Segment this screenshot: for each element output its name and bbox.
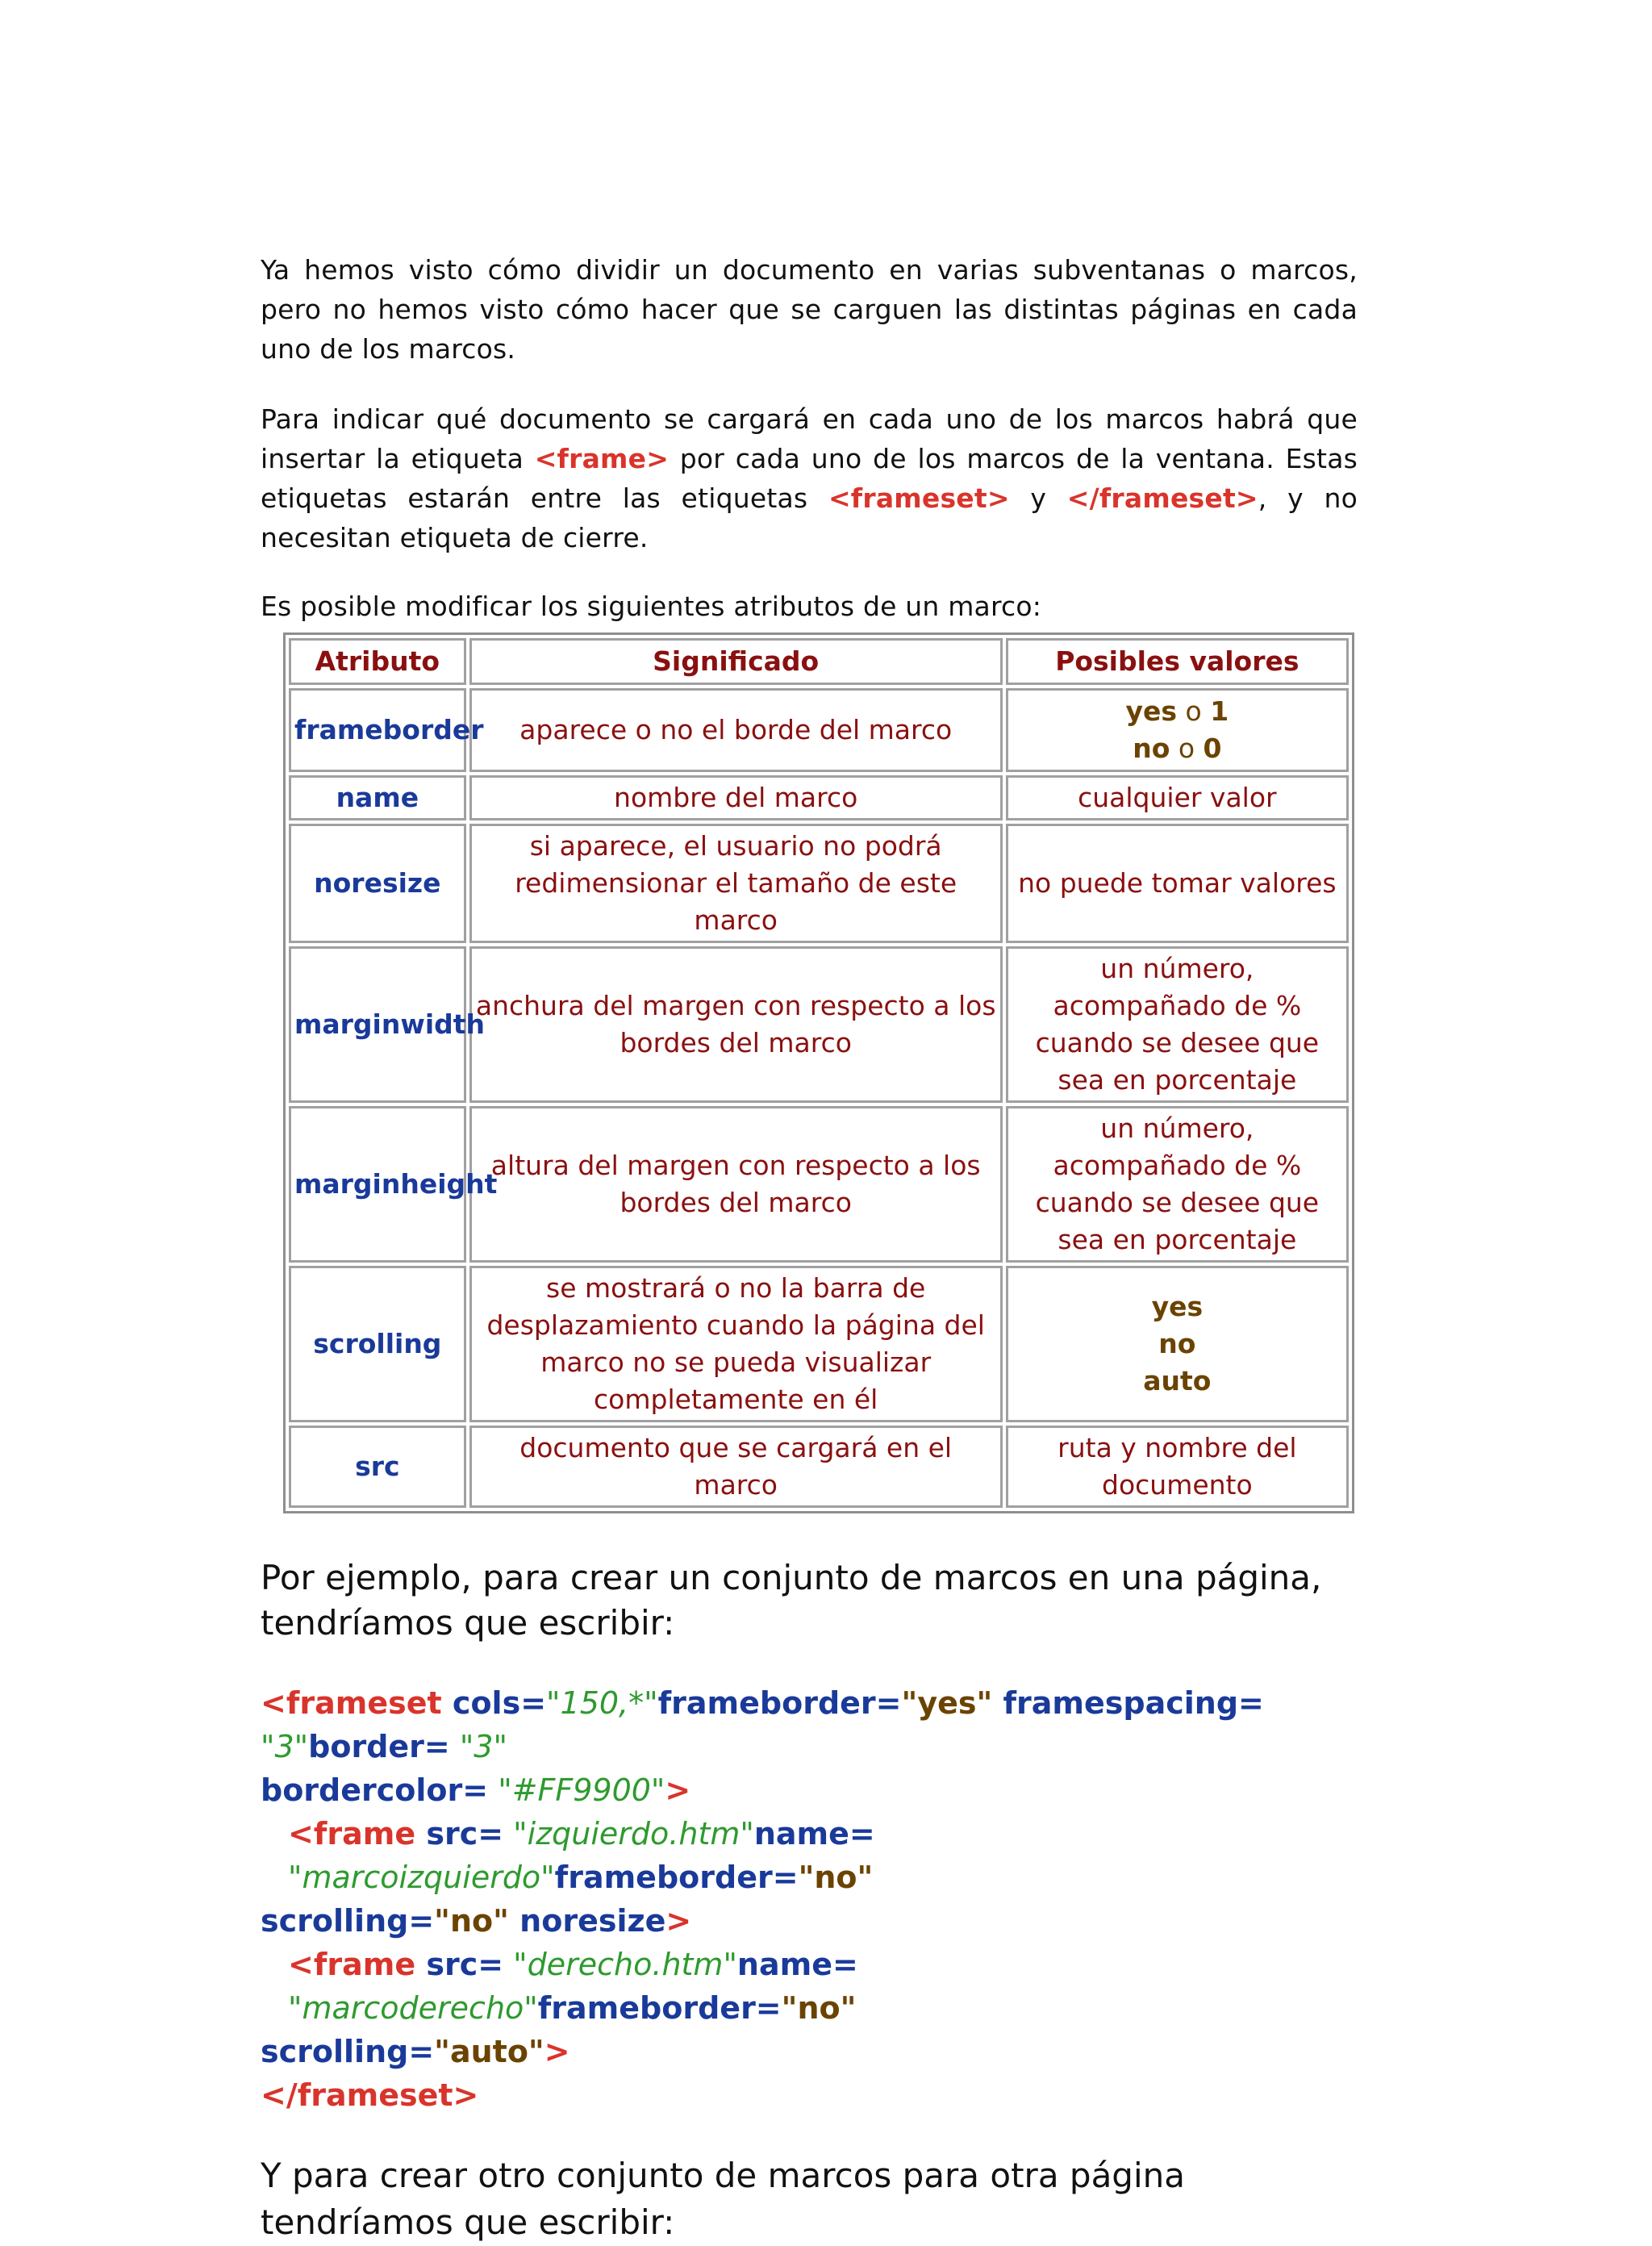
code-line-7 — [261, 2073, 1358, 2117]
document-page — [261, 250, 1358, 2246]
intro-paragraph-3: Es posible modificar los siguientes atributos de un marco: — [261, 591, 1042, 622]
code-attr: noresize — [508, 1903, 666, 1939]
code-value: "izquierdo.htm" — [503, 1816, 754, 1851]
code-attr: scrolling= — [261, 1903, 435, 1939]
values-cell — [1006, 1266, 1349, 1422]
values-cell: un número, acompañado de % cuando se desee que sea en porcentaje — [1006, 1106, 1349, 1263]
code-value: "no" — [434, 1903, 509, 1939]
code-attr: bordercolor= — [261, 1772, 489, 1808]
values-cell: ruta y nombre del documento — [1006, 1426, 1349, 1508]
meaning-cell: se mostrará o no la barra de desplazamiento cuando la página del marco no se pueda visualizar completamente en él — [469, 1266, 1003, 1422]
header-attribute: Atributo — [289, 638, 466, 685]
table-row — [289, 1266, 1349, 1422]
code-close: > — [544, 2034, 570, 2069]
value-or: o — [1170, 733, 1204, 764]
attribute-cell: src — [289, 1426, 466, 1508]
code-attr: framespacing= — [992, 1685, 1264, 1721]
table-row — [289, 1106, 1349, 1263]
code-block — [261, 1681, 1358, 2117]
code-line-1 — [261, 1681, 1358, 1768]
values-cell: no puede tomar valores — [1006, 824, 1349, 943]
p2-text-y: y — [1009, 482, 1067, 514]
header-values: Posibles valores — [1006, 638, 1349, 685]
example-intro: Por ejemplo, para crear un conjunto de marcos en una página, tendríamos que escribir: — [261, 1558, 1322, 1643]
meaning-cell: si aparece, el usuario no podrá redimensionar el tamaño de este marco — [469, 824, 1003, 943]
code-attr: frameborder= — [554, 1860, 799, 1895]
p2-text-after: , y no necesitan etiqueta de cierre. — [261, 482, 1358, 553]
p2-text-middle: por cada uno de los marcos de la ventana. Estas etiquetas estarán entre las etiquetas — [261, 443, 1358, 514]
value-yes: yes — [1151, 1291, 1204, 1322]
value-auto: auto — [1143, 1365, 1212, 1396]
table-row — [289, 824, 1349, 943]
meaning-cell: altura del margen con respecto a los bordes del marco — [469, 1106, 1003, 1263]
attribute-cell: marginwidth — [289, 946, 466, 1103]
code-value: "3" — [449, 1729, 507, 1764]
values-cell: un número, acompañado de % cuando se desee que sea en porcentaje — [1006, 946, 1349, 1103]
code-attr: name= — [736, 1947, 858, 1982]
attribute-cell: name — [289, 775, 466, 820]
table-row — [289, 946, 1349, 1103]
code-close: > — [665, 1903, 692, 1939]
attribute-cell: frameborder — [289, 688, 466, 772]
value-or: o — [1177, 695, 1211, 727]
code-attr: src= — [415, 1816, 504, 1851]
table-row — [289, 688, 1349, 772]
code-frameset-open: <frameset — [261, 1685, 442, 1721]
values-cell: cualquier valor — [1006, 775, 1349, 820]
code-line-5 — [261, 1943, 1358, 2030]
value-0: 0 — [1203, 733, 1222, 764]
code-value: "marcoizquierdo" — [288, 1860, 555, 1895]
code-value: "yes" — [901, 1685, 993, 1721]
code-frame-open: <frame — [288, 1816, 416, 1851]
meaning-cell: nombre del marco — [469, 775, 1003, 820]
code-line-2 — [261, 1768, 1358, 1812]
code-attr: frameborder= — [537, 1990, 782, 2026]
code-value: "150,*" — [546, 1685, 658, 1721]
value-1: 1 — [1210, 695, 1229, 727]
example-outro: Y para crear otro conjunto de marcos para otra página tendríamos que escribir: — [261, 2156, 1185, 2242]
code-value: "no" — [798, 1860, 874, 1895]
intro-paragraph-2 — [261, 399, 1358, 557]
code-attr: name= — [753, 1816, 875, 1851]
code-frameset-close: </frameset> — [261, 2077, 479, 2113]
code-attr: border= — [308, 1729, 450, 1764]
code-attr: scrolling= — [261, 2034, 435, 2069]
attribute-cell: noresize — [289, 824, 466, 943]
table-row — [289, 1426, 1349, 1508]
code-value: "no" — [781, 1990, 857, 2026]
code-value: "#FF9900" — [488, 1772, 665, 1808]
value-yes: yes — [1125, 695, 1178, 727]
code-value: "auto" — [434, 2034, 544, 2069]
attributes-table — [283, 632, 1354, 1513]
table-row — [289, 775, 1349, 820]
intro-paragraph-1: Ya hemos visto cómo dividir un documento en varias subventanas o marcos, pero no hemos visto cómo hacer que se carguen las distintas páginas en cada uno de los marcos. — [261, 254, 1358, 365]
code-attr: src= — [415, 1947, 504, 1982]
meaning-cell: aparece o no el borde del marco — [469, 688, 1003, 772]
code-line-6 — [261, 2030, 1358, 2073]
values-cell — [1006, 688, 1349, 772]
frameset-close-tag: </frameset> — [1066, 482, 1258, 514]
meaning-cell: documento que se cargará en el marco — [469, 1426, 1003, 1508]
frameset-tag: <frameset> — [828, 482, 1010, 514]
code-frame-open: <frame — [288, 1947, 416, 1982]
code-value: "derecho.htm" — [503, 1947, 737, 1982]
value-no: no — [1158, 1328, 1196, 1359]
attribute-cell: scrolling — [289, 1266, 466, 1422]
code-attr: frameborder= — [657, 1685, 902, 1721]
code-close: > — [665, 1772, 691, 1808]
p2-text-before: Para indicar qué documento se cargará en cada uno de los marcos habrá que insertar la etiqueta — [261, 403, 1358, 474]
meaning-cell: anchura del margen con respecto a los bordes del marco — [469, 946, 1003, 1103]
value-no: no — [1133, 733, 1170, 764]
table-header-row — [289, 638, 1349, 685]
code-attr: cols= — [441, 1685, 547, 1721]
header-meaning: Significado — [469, 638, 1003, 685]
attribute-cell: marginheight — [289, 1106, 466, 1263]
code-value: "3" — [261, 1729, 309, 1764]
code-line-3 — [261, 1812, 1358, 1899]
code-line-4 — [261, 1899, 1358, 1943]
code-value: "marcoderecho" — [288, 1990, 538, 2026]
frame-tag: <frame> — [534, 443, 670, 474]
